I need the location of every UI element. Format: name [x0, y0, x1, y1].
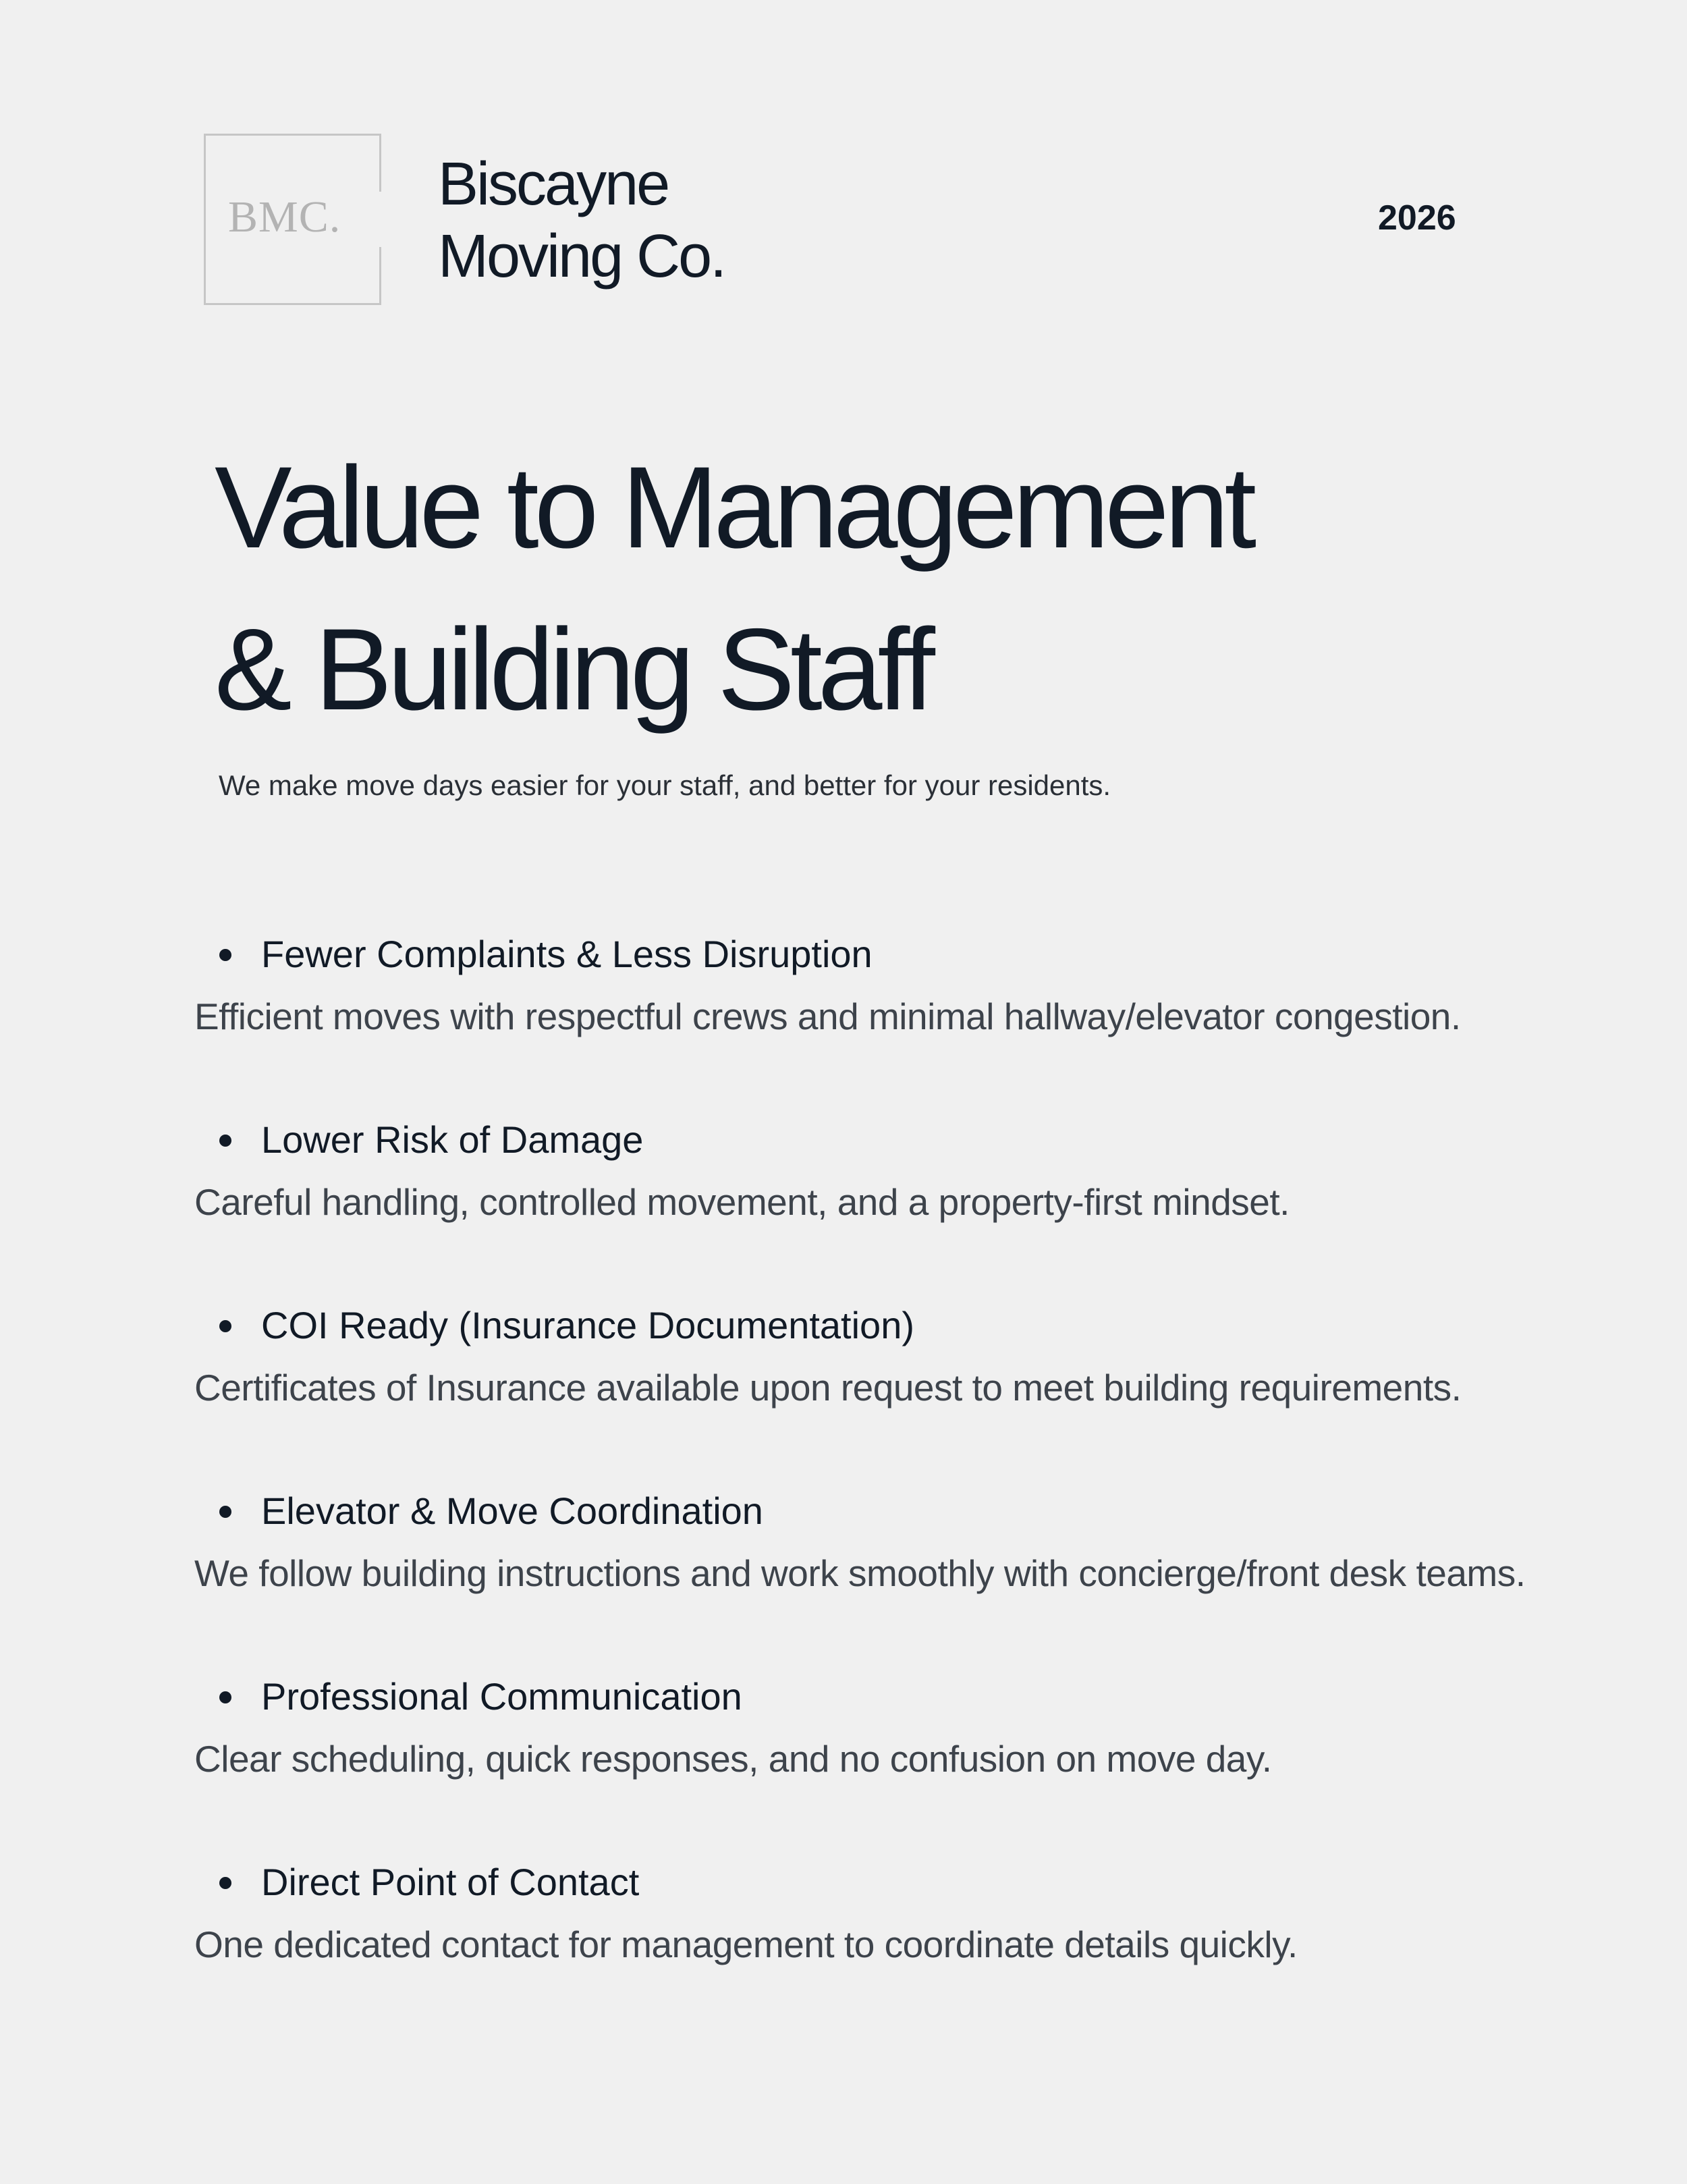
feature-list: [194, 923, 1652, 1975]
feature-title: Direct Point of Contact: [261, 1861, 640, 1903]
feature-title: Lower Risk of Damage: [261, 1118, 644, 1161]
feature-heading: [194, 1666, 1652, 1728]
feature-item: [194, 1666, 1652, 1790]
feature-item: [194, 1480, 1652, 1604]
feature-item: [194, 1109, 1652, 1233]
feature-description: One dedicated contact for management to coordinate details quickly.: [194, 1923, 1298, 1965]
bullet-icon: [219, 1135, 231, 1147]
page-title-line-1: Value to Management: [215, 443, 1252, 572]
bullet-icon: [219, 1877, 231, 1889]
feature-description: We follow building instructions and work smoothly with concierge/front desk teams.: [194, 1552, 1526, 1594]
feature-item: [194, 1851, 1652, 1975]
feature-description: Careful handling, controlled movement, and a property-first mindset.: [194, 1181, 1290, 1223]
logo-mark: BMC.: [228, 192, 341, 242]
feature-heading: [194, 1851, 1652, 1913]
feature-heading: [194, 1480, 1652, 1542]
feature-title: Professional Communication: [261, 1675, 742, 1718]
company-name: [438, 148, 725, 293]
bullet-icon: [219, 1506, 231, 1518]
company-name-line-2: Moving Co.: [438, 223, 725, 290]
company-name-line-1: Biscayne: [438, 151, 669, 218]
page-title-line-2: & Building Staff: [215, 605, 931, 734]
bullet-icon: [219, 1320, 231, 1332]
feature-heading: [194, 1109, 1652, 1171]
feature-description: Efficient moves with respectful crews and minimal hallway/elevator congestion.: [194, 995, 1461, 1037]
feature-description: Clear scheduling, quick responses, and no confusion on move day.: [194, 1738, 1272, 1780]
feature-heading: [194, 1294, 1652, 1357]
feature-title: COI Ready (Insurance Documentation): [261, 1304, 914, 1346]
feature-item: [194, 1294, 1652, 1419]
feature-title: Fewer Complaints & Less Disruption: [261, 933, 873, 975]
feature-item: [194, 923, 1652, 1047]
page-subtitle: We make move days easier for your staff, and better for your residents.: [219, 769, 1111, 801]
bullet-icon: [219, 949, 231, 961]
bullet-icon: [219, 1691, 231, 1703]
feature-description: Certificates of Insurance available upon request to meet building requirements.: [194, 1367, 1462, 1409]
page-title: [215, 427, 1252, 750]
year-label: 2026: [1378, 198, 1456, 238]
feature-title: Elevator & Move Coordination: [261, 1490, 763, 1532]
feature-heading: [194, 923, 1652, 985]
